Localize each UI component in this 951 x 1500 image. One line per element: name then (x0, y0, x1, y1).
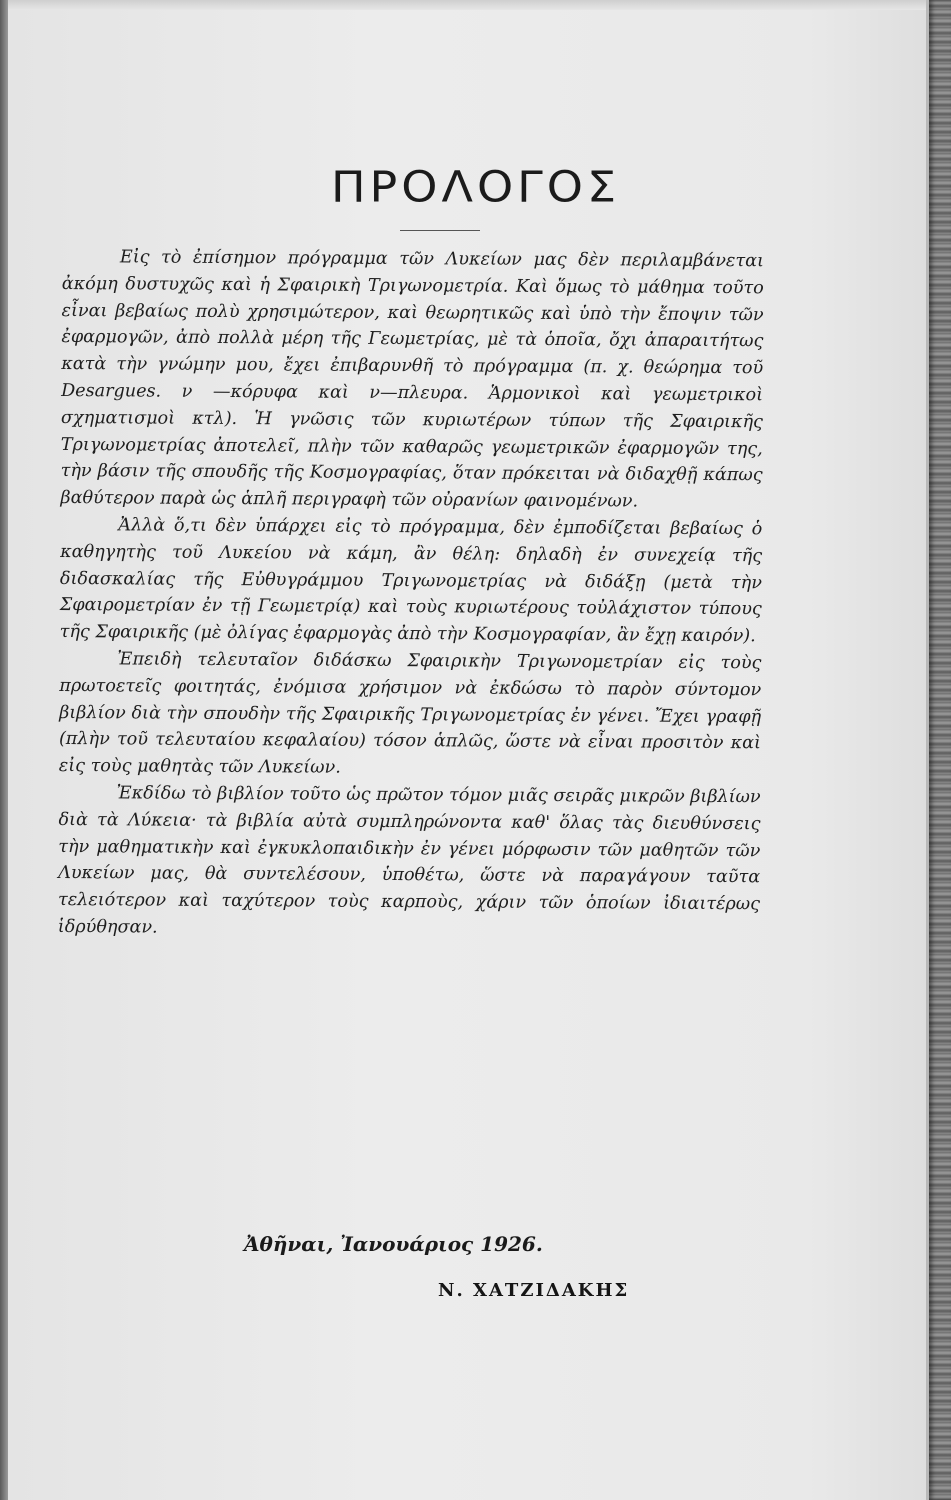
page-top-edge (8, 0, 929, 10)
page-title: ΠΡΟΛΟΓΟΣ (330, 162, 621, 212)
paragraph-3: Ἐπειδὴ τελευταῖον διδάσκω Σφαιρικὴν Τριγωνομετρίαν εἰς τοὺς πρωτοετεῖς φοιτητάς, ἐνόμισα χρήσιμον νὰ ἐκδώσω τὸ παρὸν σύντομον βιβλίον διὰ τὴν σπουδὴν τῆς Σφαιρικῆς Τριγωνομετρίας ἐν γένει. Ἔχει γραφῇ (πλὴν τοῦ τελευταίου κεφαλαίου) τόσον ἁπλῶς, ὥστε νὰ εἶναι προσιτὸν καὶ εἰς τοὺς μαθητὰς τῶν Λυκείων. (58, 649, 762, 778)
paragraph-4: Ἐκδίδω τὸ βιβλίον τοῦτο ὡς πρῶτον τόμον μιᾶς σειρᾶς μικρῶν βιβλίων διὰ τὰ Λύκεια· τὰ βιβλία αὐτὰ συμπληρώνοντα καθ' ὅλας τὰς διευθύνσεις τὴν μαθηματικὴν καὶ ἐγκυκλοπαιδικὴν ἐν γένει μόρφωσιν τῶν μαθητῶν τῶν Λυκείων μας, θὰ συντελέσουν, ὑποθέτω, ὥστε νὰ παραγάγουν ταῦτα τελειότερον καὶ ταχύτερον τοὺς καρποὺς, χάριν τῶν ὁποίων ἰδιαιτέρως ἱδρύθησαν. (57, 783, 761, 938)
paragraph-2: Ἀλλὰ ὅ,τι δὲν ὑπάρχει εἰς τὸ πρόγραμμα, δὲν ἐμποδίζεται βεβαίως ὁ καθηγητὴς τοῦ Λυκείου νὰ κάμη, ἂν θέλη: δηλαδὴ ἐν συνεχείᾳ τῆς διδασκαλίας τῆς Εὐθυγράμμου Τριγωνομετρίας νὰ διδάξῃ (μετὰ τὴν Σφαιρομετρίαν ἐν τῇ Γεωμετρίᾳ) καὶ τοὺς κυριωτέρους τοὐλάχιστον τύπους τῆς Σφαιρικῆς (μὲ ὀλίγας ἐφαρμογὰς ἀπὸ τὴν Κοσμογραφίαν, ἂν ἔχῃ καιρόν). (59, 515, 763, 647)
paragraph-1: Εἰς τὸ ἐπίσημον πρόγραμμα τῶν Λυκείων μας δὲν περιλαμβάνεται ἀκόμη δυστυχῶς καὶ ἡ Σφαιρικὴ Τριγωνομετρία. Καὶ ὅμως τὸ μάθημα τοῦτο εἶναι βεβαίως πολὺ χρησιμώτερον, καὶ θεωρητικῶς καὶ ὑπὸ τὴν ἔποψιν τῶν ἐφαρμογῶν, ἀπὸ πολλὰ μέρη τῆς Γεωμετρίας, μὲ τὰ ὁποῖα, ὄχι ἀπαραιτήτως κατὰ τὴν γνώμην μου, ἔχει ἐπιβαρυνθῆ τὸ πρόγραμμα (π. χ. θεώρημα τοῦ Desargues. ν —κόρυφα καὶ ν—πλευρα. Ἁρμονικοὶ καὶ γεωμετρικοὶ σχηματισμοὶ κτλ). Ἡ γνῶσις τῶν κυριωτέρων τύπων τῆς Σφαιρικῆς Τριγωνομετρίας ἀποτελεῖ, πλὴν τῶν καθαρῶς γεωμετρικῶν ἐφαρμογῶν της, τὴν βάσιν τῆς σπουδῆς τῆς Κοσμογραφίας, ὅταν πρόκειται νὰ διδαχθῇ κάπως βαθύτερον παρὰ ὡς ἁπλῆ περιγραφὴ τῶν οὐρανίων φαινομένων. (60, 247, 764, 512)
date-line: Ἀθῆναι, Ἰανουάριος 1926. (244, 1232, 543, 1256)
preface-body (58, 244, 764, 945)
book-spine-shadow (0, 0, 8, 1500)
book-binding-edge (929, 0, 951, 1500)
author-signature: Ν. ΧΑΤΖΙΔΑΚΗΣ (438, 1280, 630, 1301)
title-divider (400, 230, 480, 231)
